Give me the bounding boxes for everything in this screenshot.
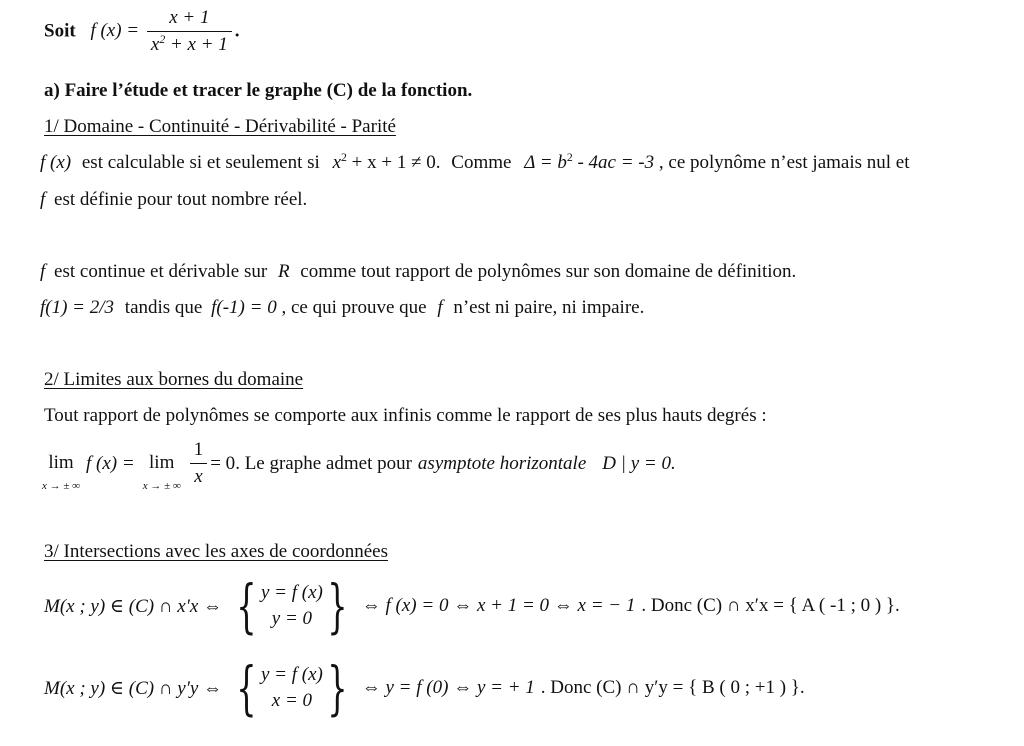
intersection-x-axis: M(x ; y) ∈ (C) ∩ x′x ⇔ { y = f (x) y = 0 } ⇔ f (x) = 0 ⇔ x + 1 = 0 ⇔ x = − 1 . Donc (C) ∩ x′x = { A ( -1 ; 0 ) }. — [44, 572, 900, 640]
s1-line-4: f(1) = 2/3 tandis que f(-1) = 0 , ce qui prouve que f n’est ni paire, ni impaire. — [40, 297, 645, 318]
section-1-heading: 1/ Domaine - Continuité - Dérivabilité - Parité — [44, 116, 396, 137]
left-brace-icon: { — [236, 572, 257, 640]
section-2-heading: 2/ Limites aux bornes du domaine — [44, 369, 304, 390]
s1-line-1: f (x) est calculable si et seulement si $x^2 + x + 1 \ne 0$. Comme $\Delta = b^2 - 4ac = -3$ , ce polynôme n’est jamais nul et — [40, 150, 910, 173]
part-a-title: a) Faire l’étude et tracer le graphe (C) de la fonction. — [44, 80, 473, 101]
one-over-x-fraction: $\frac{1}{x}$ — [190, 440, 208, 487]
f-denominator: $x^2 + x + 1$ — [147, 31, 232, 55]
s1-line-3: f est continue et dérivable sur R comme tout rapport de polynômes sur son domaine de définition. — [40, 261, 797, 282]
limit-line: lim x → ± ∞ f (x) = lim x → ± ∞ $\frac{1}{x}$ = 0 . Le graphe admet pour asymptote horizontale D | y = 0. — [42, 439, 676, 492]
system-1: { y = f (x) y = 0 } — [236, 572, 348, 640]
system-2: { y = f (x) x = 0 } — [236, 654, 348, 722]
intersection-y-axis: M(x ; y) ∈ (C) ∩ y′y ⇔ { y = f (x) x = 0 } ⇔ y = f (0) ⇔ y = + 1 . Donc (C) ∩ y′y = { B ( 0 ; +1 ) }. — [44, 654, 805, 722]
left-brace-icon: { — [236, 654, 257, 722]
soit-label: Soit — [44, 20, 76, 42]
limit-2: lim x → ± ∞ — [142, 452, 181, 492]
s1-line-2: f est définie pour tout nombre réel. — [40, 189, 308, 210]
section-3-heading: 3/ Intersections avec les axes de coordonnées — [44, 541, 388, 562]
f-numerator: x + 1 — [169, 7, 210, 28]
f-fraction — [147, 8, 232, 55]
f-lhs: f (x) = — [90, 20, 140, 42]
right-brace-icon: } — [327, 654, 348, 722]
limit-1: lim x → ± ∞ — [42, 452, 81, 492]
function-definition: Soit f (x) = $\frac{x + 1}{x^2 + x + 1}$ . — [44, 7, 240, 55]
right-brace-icon: } — [327, 572, 348, 640]
s2-line-1: Tout rapport de polynômes se comporte aux infinis comme le rapport de ses plus hauts degrés : — [44, 405, 767, 426]
